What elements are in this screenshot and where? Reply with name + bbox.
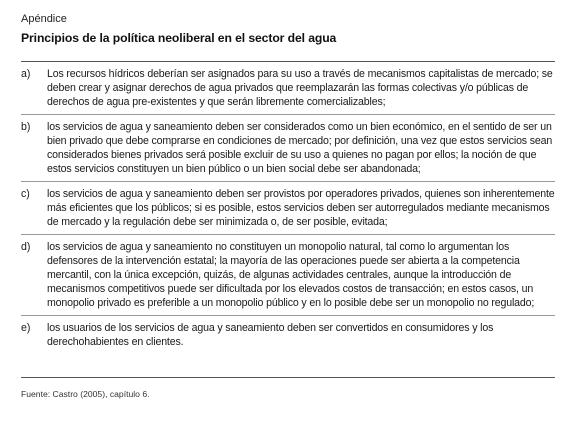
top-divider [21, 61, 555, 62]
list-item-c [21, 187, 555, 235]
page-title: Principios de la política neoliberal en el sector del agua [21, 31, 337, 45]
item-letter: b) [21, 121, 31, 133]
list-item-d [21, 240, 555, 316]
item-letter: a) [21, 68, 31, 80]
item-letter: d) [21, 241, 31, 253]
item-text: los servicios de agua y saneamiento deben ser considerados como un bien económico, en el sentido de ser un bien privado que debe comprarse en condiciones de mercado; por definición, una vez que estos servicios sean considerados bienes privados será posible excluir de su uso a quienes no pagan por ellos; la noción de que estos servicios constituyen un bien público o un bien social debe ser abandonada; [47, 121, 553, 175]
list-item-a [21, 67, 555, 115]
bottom-divider [21, 377, 555, 378]
list-item-e [21, 321, 555, 354]
item-text: los usuarios de los servicios de agua y saneamiento deben ser convertidos en consumidores y los derechohabientes en clientes. [47, 322, 494, 348]
item-text: los servicios de agua y saneamiento no constituyen un monopolio natural, tal como lo argumentan los defensores de la intervención estatal; la mayoría de las operaciones puede ser abierta a la competencia mercantil, con la única excepción, quizás, de algunas actividades centrales, aunque la introducción de mecanismos competitivos puede ser dificultada por los elevados costos de transacción; en estos casos, un monopolio privado es preferible a un monopolio público y en lo posible debe ser un monopolio no regulado; [47, 241, 535, 309]
item-text: los servicios de agua y saneamiento deben ser provistos por operadores privados, quienes son inherentemente más eficientes que los públicos; si es posible, estos servicios deben ser autorregulados mediante mecanismos de mercado y la regulación debe ser minimizada o, de ser posible, evitada; [47, 188, 555, 228]
principles-list [21, 67, 555, 354]
section-kicker: Apéndice [21, 13, 67, 25]
item-letter: c) [21, 188, 30, 200]
list-item-b [21, 120, 555, 182]
source-note: Fuente: Castro (2005), capítulo 6. [21, 389, 150, 399]
item-text: Los recursos hídricos deberían ser asignados para su uso a través de mecanismos capitalistas de mercado; se deben crear y asignar derechos de agua privados que reemplazarán las formas colectivas y/o públicas de derechos de agua pre-existentes y que serán libremente comercializables; [47, 68, 553, 108]
item-letter: e) [21, 322, 31, 334]
